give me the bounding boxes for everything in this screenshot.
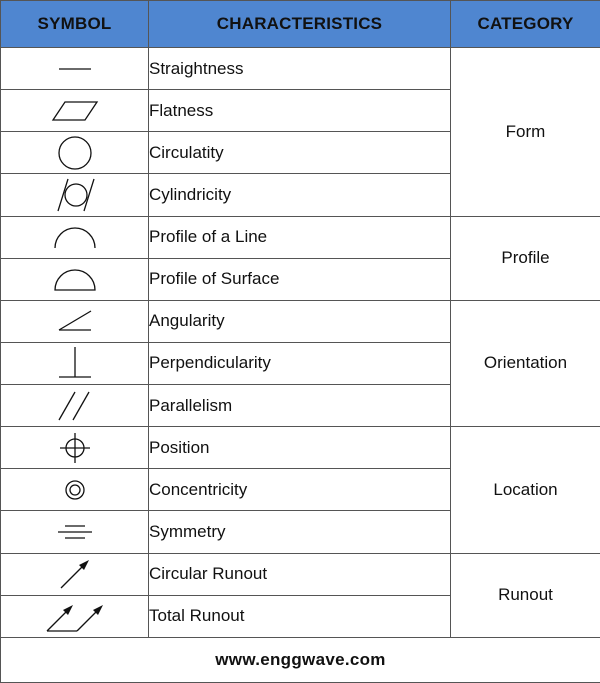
characteristic-label: Position xyxy=(149,427,451,469)
characteristic-label: Parallelism xyxy=(149,385,451,427)
characteristic-label: Circulatity xyxy=(149,132,451,174)
characteristic-label: Profile of Surface xyxy=(149,258,451,300)
flatness-icon xyxy=(1,90,149,132)
category-orientation: Orientation xyxy=(451,300,600,426)
parallelism-icon xyxy=(1,385,149,427)
symmetry-icon xyxy=(1,511,149,553)
symbol-column-header: SYMBOL xyxy=(1,1,149,48)
characteristic-label: Circular Runout xyxy=(149,553,451,595)
table-row xyxy=(1,427,600,469)
angularity-icon xyxy=(1,300,149,342)
characteristic-label: Profile of a Line xyxy=(149,216,451,258)
characteristic-label: Symmetry xyxy=(149,511,451,553)
position-icon xyxy=(1,427,149,469)
characteristics-column-header: CHARACTERISTICS xyxy=(149,1,451,48)
table-row xyxy=(1,216,600,258)
category-runout: Runout xyxy=(451,553,600,637)
profile-line-icon xyxy=(1,216,149,258)
straightness-icon xyxy=(1,48,149,90)
perpendicularity-icon xyxy=(1,342,149,384)
concentricity-icon xyxy=(1,469,149,511)
cylindricity-icon xyxy=(1,174,149,216)
characteristic-label: Concentricity xyxy=(149,469,451,511)
circular-runout-icon xyxy=(1,553,149,595)
category-profile: Profile xyxy=(451,216,600,300)
table-row xyxy=(1,48,600,90)
total-runout-icon xyxy=(1,595,149,637)
category-location: Location xyxy=(451,427,600,553)
table-row xyxy=(1,553,600,595)
footer-website: www.enggwave.com xyxy=(1,637,600,682)
category-column-header: CATEGORY xyxy=(451,1,600,48)
characteristic-label: Straightness xyxy=(149,48,451,90)
characteristic-label: Cylindricity xyxy=(149,174,451,216)
characteristic-label: Total Runout xyxy=(149,595,451,637)
circularity-icon xyxy=(1,132,149,174)
category-form: Form xyxy=(451,48,600,217)
table-row xyxy=(1,300,600,342)
characteristic-label: Perpendicularity xyxy=(149,342,451,384)
profile-surface-icon xyxy=(1,258,149,300)
characteristic-label: Flatness xyxy=(149,90,451,132)
characteristic-label: Angularity xyxy=(149,300,451,342)
